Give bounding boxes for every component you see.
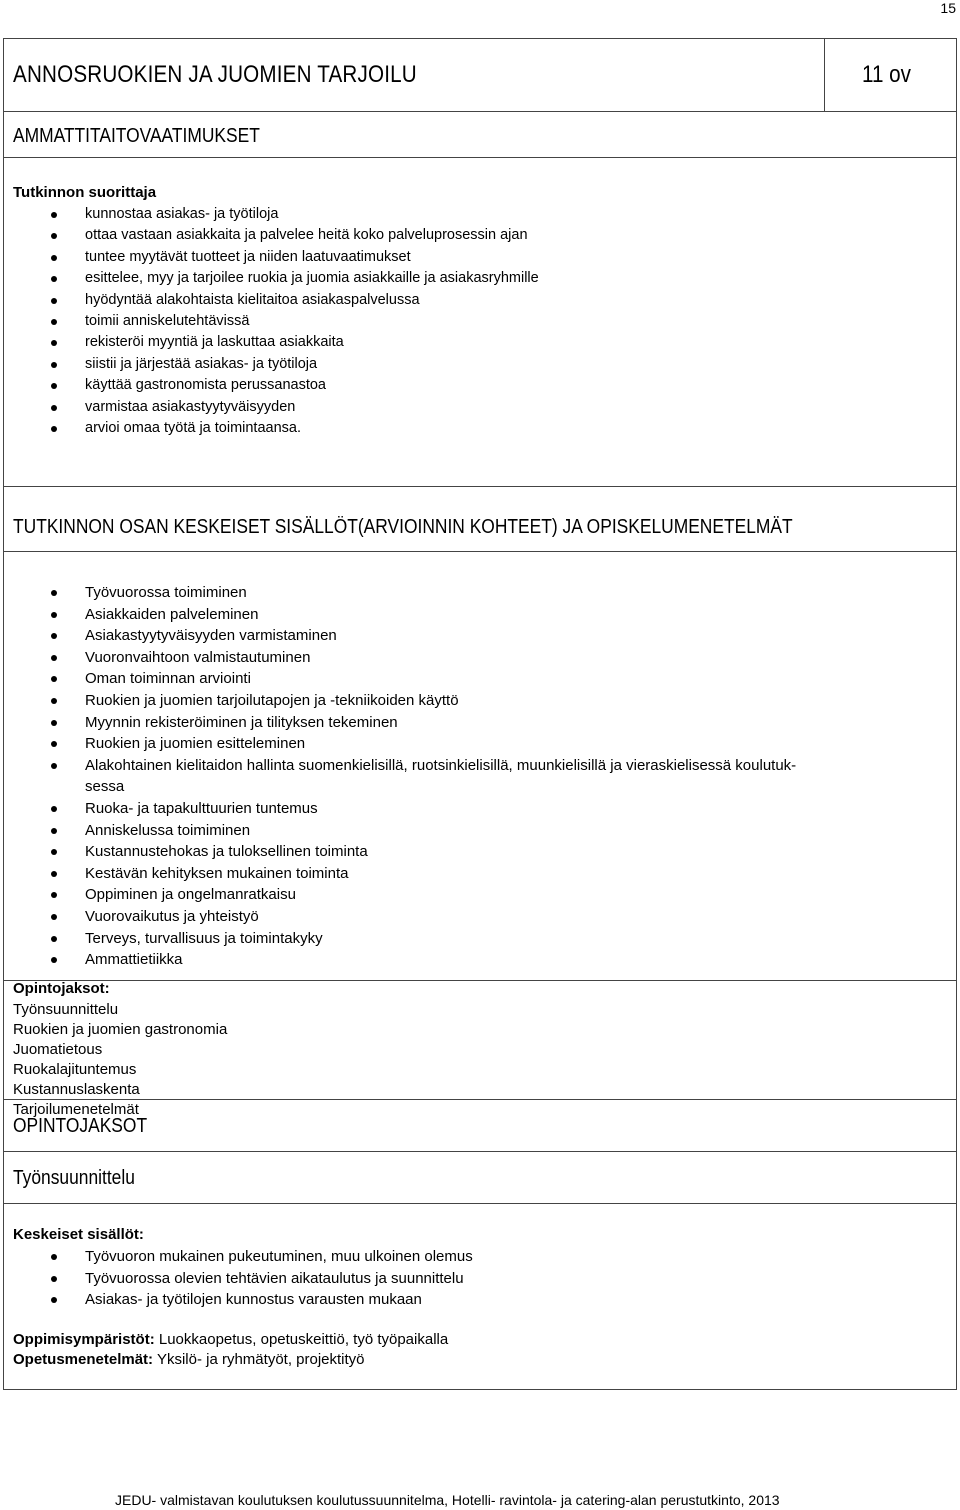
opintojaksot-divider-bottom (4, 1151, 956, 1152)
tyonsuunnittelu-divider (4, 1203, 956, 1204)
oppimisymparistot-value: Luokkaopetus, opetuskeittiö, työ työpaikalla (158, 1331, 449, 1348)
list-item: Asiakkaiden palveleminen (4, 604, 934, 626)
list-item: Työvuorossa olevien tehtävien aikataulutus ja suunnittelu (4, 1268, 934, 1290)
list-item: Vuoronvaihtoon valmistautuminen (4, 647, 934, 669)
list-item: toimii anniskelutehtävissä (4, 311, 934, 332)
list-item: käyttää gastronomista perussanastoa (4, 375, 934, 396)
list-item: Kustannustehokas ja tuloksellinen toiminta (4, 841, 934, 863)
opintojaksot-label: Opintojaksot: (13, 980, 110, 997)
list-item: Vuorovaikutus ja yhteistyö (4, 906, 934, 928)
opintojakso-item: Juomatietous (13, 1041, 103, 1058)
oppimisymparistot-label: Oppimisympäristöt: (13, 1331, 155, 1348)
list-item: siistii ja järjestää asiakas- ja työtiloja (4, 354, 934, 375)
list-item: hyödyntää alakohtaista kielitaitoa asiakaspalvelussa (4, 290, 934, 311)
list-item: tuntee myytävät tuotteet ja niiden laatuvaatimukset (4, 247, 934, 268)
list-item: Terveys, turvallisuus ja toimintakyky (4, 928, 934, 950)
opintojakso-item: Tarjoilumenetelmät (13, 1101, 139, 1118)
list-item: Ruokien ja juomien tarjoilutapojen ja -tekniikoiden käyttö (4, 690, 934, 712)
list-item: Kestävän kehityksen mukainen toiminta (4, 863, 934, 885)
list-item: rekisteröi myyntiä ja laskuttaa asiakkaita (4, 332, 934, 353)
opintojakso-item: Kustannuslaskenta (13, 1081, 140, 1098)
opetusmenetelmat-line (13, 1350, 365, 1370)
ammattitaito-heading: AMMATTITAITOVAATIMUKSET (13, 125, 260, 147)
list-item: Työvuoron mukainen pukeutuminen, muu ulkoinen olemus (4, 1246, 934, 1268)
tyonsuunnittelu-heading: Työnsuunnittelu (13, 1167, 135, 1189)
scope-value: 11 ov (862, 61, 911, 88)
opintojaksot-block (4, 980, 956, 1118)
sisallot-divider (4, 551, 956, 552)
list-item: Alakohtainen kielitaidon hallinta suomenkielisillä, ruotsinkielisillä, muunkielisillä ja vieraskielisessä koulutuk- (4, 755, 934, 777)
list-item-continuation: sessa (85, 778, 125, 796)
opintojakso-item: Työnsuunnittelu (13, 1001, 119, 1018)
list-item: Oppiminen ja ongelmanratkaisu (4, 884, 934, 906)
list-item: varmistaa asiakastyytyväisyyden (4, 397, 934, 418)
oppimisymparistot-line (13, 1330, 448, 1350)
list-item: Ruokien ja juomien esitteleminen (4, 733, 934, 755)
opintojaksot-heading: OPINTOJAKSOT (13, 1115, 148, 1137)
opetusmenetelmat-label: Opetusmenetelmät: (13, 1351, 154, 1368)
list-item: Ruoka- ja tapakulttuurien tuntemus (4, 798, 934, 820)
opintojaksot-divider-top (4, 1099, 956, 1100)
list-item: Asiakastyytyväisyyden varmistaminen (4, 625, 934, 647)
page-number: 15 (940, 0, 956, 16)
opintojakso-item: Ruokien ja juomien gastronomia (13, 1021, 228, 1038)
ammattitaito-section (4, 157, 956, 487)
ammattitaito-list (4, 204, 934, 439)
ammattitaito-label: Tutkinnon suorittaja (13, 184, 157, 201)
keskeiset-label: Keskeiset sisällöt: (13, 1226, 144, 1243)
list-item: Oman toiminnan arviointi (4, 668, 934, 690)
list-item: Asiakas- ja työtilojen kunnostus varausten mukaan (4, 1289, 934, 1311)
page-title: ANNOSRUOKIEN JA JUOMIEN TARJOILU (13, 61, 417, 88)
list-item: esittelee, myy ja tarjoilee ruokia ja juomia asiakkaille ja asiakasryhmille (4, 268, 934, 289)
page-footer: JEDU- valmistavan koulutuksen koulutussuunnitelma, Hotelli- ravintola- ja catering-alan perustutkinto, 2013 (115, 1492, 780, 1508)
list-item: Työvuorossa toimiminen (4, 582, 934, 604)
sisallot-list (4, 582, 934, 971)
content-frame (3, 38, 957, 1390)
opetusmenetelmat-value: Yksilö- ja ryhmätyöt, projektityö (156, 1351, 365, 1368)
sisallot-heading: TUTKINNON OSAN KESKEISET SISÄLLÖT(ARVIOINNIN KOHTEET) JA OPISKELUMENETELMÄT (13, 516, 793, 538)
list-item: Anniskelussa toimiminen (4, 820, 934, 842)
title-row (4, 39, 956, 112)
list-item: Myynnin rekisteröiminen ja tilityksen tekeminen (4, 712, 934, 734)
list-item: Ammattietiikka (4, 949, 934, 971)
tyonsuunnittelu-list (4, 1246, 934, 1311)
list-item: arvioi omaa työtä ja toimintaansa. (4, 418, 934, 439)
scope-cell (824, 39, 957, 111)
list-item: ottaa vastaan asiakkaita ja palvelee heitä koko palveluprosessin ajan (4, 225, 934, 246)
list-item: kunnostaa asiakas- ja työtiloja (4, 204, 934, 225)
opintojakso-item: Ruokalajituntemus (13, 1061, 137, 1078)
sisallot-section (4, 486, 956, 981)
ammattitaito-heading-row (4, 111, 956, 158)
